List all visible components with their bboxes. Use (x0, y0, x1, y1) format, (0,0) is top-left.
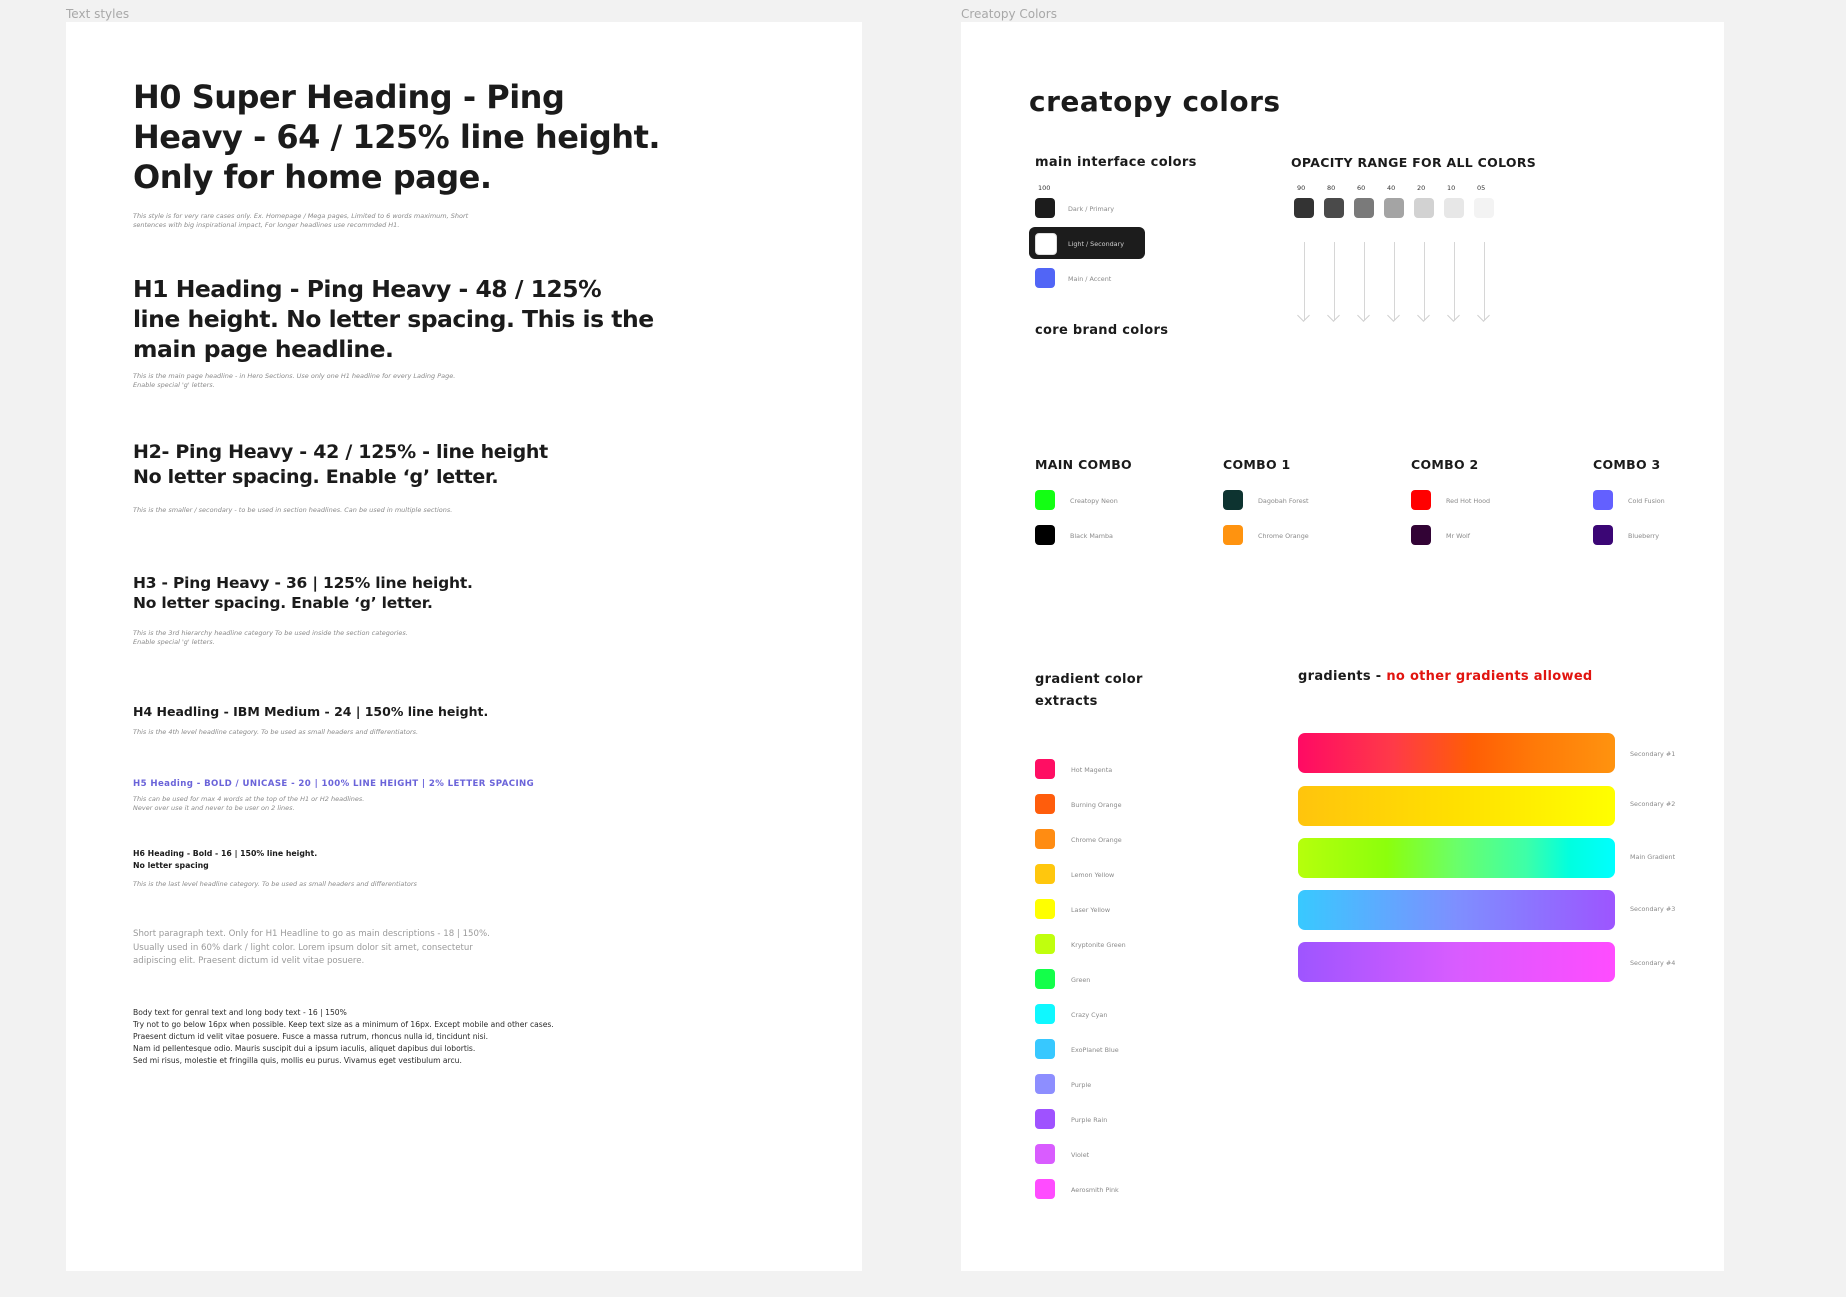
paragraph-line: adipiscing elit. Praesent dictum id velit vitae posuere. (133, 956, 365, 966)
extract-swatch (1035, 969, 1055, 989)
opacity-step-swatch (1444, 198, 1464, 218)
gradients-title (1298, 669, 1593, 684)
body-line: Nam id pellentesque odio. Mauris suscipit dui a ipsum iaculis, aliquet dapibus dui lobortis. (133, 1044, 476, 1053)
swatch-main-accent (1035, 268, 1055, 288)
h3-sample (133, 573, 693, 613)
gradients-title-text: gradients - (1298, 669, 1387, 684)
core-brand-title: core brand colors (1035, 323, 1169, 338)
extract-label: Purple Rain (1071, 1116, 1108, 1124)
arrow-down-icon (1418, 242, 1430, 320)
extract-label: Kryptonite Green (1071, 941, 1126, 949)
h2-line: H2- Ping Heavy - 42 / 125% - line height (133, 441, 548, 463)
h0-note (133, 212, 468, 230)
opacity-step-swatch (1414, 198, 1434, 218)
combo-color-swatch (1593, 490, 1613, 510)
gradient-extracts-title (1035, 669, 1143, 713)
extract-label: Purple (1071, 1081, 1092, 1089)
note-line: This is the smaller / secondary - to be used in section headlines. Can be used in multiple sections. (133, 506, 453, 514)
body-line: Sed mi risus, molestie et fringilla quis, mollis eu purus. Vivamus eget vestibulum arcu. (133, 1056, 462, 1065)
body-line: Try not to go below 16px when possible. Keep text size as a minimum of 16px. Except mobile and other cases. (133, 1020, 554, 1029)
opacity-step-swatch (1474, 198, 1494, 218)
colors-page-title: creatopy colors (1029, 85, 1281, 118)
extract-swatch (1035, 899, 1055, 919)
h0-sample (133, 77, 693, 197)
main-interface-title: main interface colors (1035, 155, 1197, 170)
combo-color-label: Cold Fusion (1628, 497, 1665, 505)
opacity-step-label: 60 (1357, 184, 1366, 192)
h5-line: H5 Heading - BOLD / UNICASE - 20 | 100% LINE HEIGHT | 2% LETTER SPACING (133, 779, 535, 789)
extract-label: Chrome Orange (1071, 836, 1122, 844)
h2-sample (133, 440, 693, 490)
combo-color-label: Mr Wolf (1446, 532, 1471, 540)
short-paragraph-sample (133, 928, 693, 969)
note-line: This is the 4th level headline category. To be used as small headers and differentiators. (133, 728, 419, 736)
h6-note (133, 880, 417, 889)
combo-color-swatch (1035, 490, 1055, 510)
note-line: sentences with big inspirational impact, For longer headlines use recommded H1. (133, 221, 400, 229)
extract-swatch (1035, 934, 1055, 954)
extract-swatch (1035, 864, 1055, 884)
combo-color-label: Red Hot Hood (1446, 497, 1491, 505)
frame-label-text-styles: Text styles (66, 7, 130, 21)
h0-line: H0 Super Heading - Ping (133, 78, 565, 116)
body-text-sample (133, 1007, 753, 1067)
combo-color-label: Black Mamba (1070, 532, 1113, 540)
h6-line: No letter spacing (133, 861, 209, 870)
extract-swatch (1035, 1074, 1055, 1094)
body-line: Praesent dictum id velit vitae posuere. Fusce a massa rutrum, rhoncus nulla id, tincidunt nisi. (133, 1032, 489, 1041)
extract-swatch (1035, 794, 1055, 814)
paragraph-line: Usually used in 60% dark / light color. Lorem ipsum dolor sit amet, consectetur (133, 942, 473, 953)
h3-line: H3 - Ping Heavy - 36 | 125% line height. (133, 574, 473, 592)
h3-note (133, 629, 408, 647)
combo-title: COMBO 3 (1593, 457, 1661, 472)
extract-label: Burning Orange (1071, 801, 1122, 809)
h0-line: Heavy - 64 / 125% line height. (133, 118, 661, 156)
gradient-bar (1298, 838, 1615, 878)
combo-title: MAIN COMBO (1035, 457, 1132, 472)
extract-label: Laser Yellow (1071, 906, 1111, 914)
combo-color-label: Chrome Orange (1258, 532, 1309, 540)
h6-sample (133, 848, 693, 872)
gradients-warning: no other gradients allowed (1386, 669, 1593, 684)
note-line: Enable special 'g' letters. (133, 381, 215, 389)
swatch-light-secondary (1035, 233, 1057, 255)
extract-swatch (1035, 1039, 1055, 1059)
h4-note (133, 728, 418, 737)
combo-color-label: Dagobah Forest (1258, 497, 1309, 505)
opacity-step-label: 80 (1327, 184, 1336, 192)
arrow-down-icon (1298, 242, 1310, 320)
h1-line: H1 Heading - Ping Heavy - 48 / 125% (133, 275, 602, 303)
note-line: Never over use it and never to be user on 2 lines. (133, 804, 295, 812)
combo-title: COMBO 2 (1411, 457, 1479, 472)
h4-sample (133, 703, 693, 721)
label-dark-primary: Dark / Primary (1068, 205, 1115, 213)
note-line: This is the main page headline - in Hero Sections. Use only one H1 headline for every Lading Page. (133, 372, 456, 380)
h6-line: H6 Heading - Bold - 16 | 150% line height. (133, 849, 318, 858)
gradient-label: Secondary #3 (1630, 905, 1676, 913)
extract-swatch (1035, 1179, 1055, 1199)
frame-label-creatopy-colors: Creatopy Colors (961, 7, 1057, 21)
combo-color-swatch (1223, 525, 1243, 545)
label-light-secondary: Light / Secondary (1068, 240, 1125, 248)
h1-line: line height. No letter spacing. This is the (133, 305, 654, 333)
h3-line: No letter spacing. Enable ‘g’ letter. (133, 594, 433, 612)
combo-color-swatch (1411, 490, 1431, 510)
h1-note (133, 372, 455, 390)
h1-sample (133, 274, 693, 364)
arrow-down-icon (1388, 242, 1400, 320)
text-styles-frame (66, 22, 862, 1271)
gradient-bar (1298, 786, 1615, 826)
arrow-down-icon (1358, 242, 1370, 320)
extract-swatch (1035, 1109, 1055, 1129)
extract-label: Hot Magenta (1071, 766, 1113, 774)
opacity-step-label: 05 (1477, 184, 1486, 192)
note-line: This is the last level headline category. To be used as small headers and differentiators (133, 880, 417, 888)
gradient-label: Secondary #2 (1630, 800, 1676, 808)
note-line: Enable special 'g' letters. (133, 638, 215, 646)
note-line: This is the 3rd hierarchy headline category To be used inside the section categories. (133, 629, 408, 637)
gradient-bar (1298, 733, 1615, 773)
combo-color-swatch (1035, 525, 1055, 545)
opacity-step-swatch (1324, 198, 1344, 218)
body-line: Body text for genral text and long body text - 16 | 150% (133, 1008, 347, 1017)
arrow-down-icon (1328, 242, 1340, 320)
gradient-label: Secondary #4 (1630, 959, 1676, 967)
h1-line: main page headline. (133, 335, 394, 363)
extract-label: Aerosmith Pink (1071, 1186, 1119, 1194)
gradient-label: Main Gradient (1630, 853, 1676, 861)
extract-swatch (1035, 1004, 1055, 1024)
combo-color-swatch (1411, 525, 1431, 545)
gradient-bar (1298, 890, 1615, 930)
extract-swatch (1035, 829, 1055, 849)
combo-color-swatch (1593, 525, 1613, 545)
h4-line: H4 Headling - IBM Medium - 24 | 150% line height. (133, 704, 489, 719)
opacity-range-title: OPACITY RANGE FOR ALL COLORS (1291, 155, 1537, 170)
note-line: This style is for very rare cases only. Ex. Homepage / Mega pages, Limited to 6 words maximum, Short (133, 212, 469, 220)
extract-swatch (1035, 759, 1055, 779)
extract-swatch (1035, 1144, 1055, 1164)
extract-label: Lemon Yellow (1071, 871, 1115, 879)
opacity-step-label: 20 (1417, 184, 1426, 192)
extract-label: Violet (1071, 1151, 1090, 1159)
note-line: This can be used for max 4 words at the top of the H1 or H2 headlines. (133, 795, 365, 803)
opacity-step-label: 10 (1447, 184, 1456, 192)
combo-color-label: Creatopy Neon (1070, 497, 1118, 505)
h5-note (133, 795, 364, 813)
title-line: extracts (1035, 694, 1098, 709)
h2-line: No letter spacing. Enable ‘g’ letter. (133, 466, 499, 488)
h5-sample (133, 778, 693, 790)
combo-title: COMBO 1 (1223, 457, 1291, 472)
combo-color-swatch (1223, 490, 1243, 510)
opacity-100-label: 100 (1038, 184, 1051, 192)
h0-line: Only for home page. (133, 158, 492, 196)
extract-label: Green (1071, 976, 1091, 984)
opacity-step-swatch (1294, 198, 1314, 218)
swatch-dark-primary (1035, 198, 1055, 218)
extract-label: Crazy Cyan (1071, 1011, 1108, 1019)
title-line: gradient color (1035, 672, 1143, 687)
gradient-bar (1298, 942, 1615, 982)
opacity-step-label: 90 (1297, 184, 1306, 192)
arrow-down-icon (1478, 242, 1490, 320)
label-main-accent: Main / Accent (1068, 275, 1112, 283)
opacity-step-swatch (1354, 198, 1374, 218)
arrow-down-icon (1448, 242, 1460, 320)
combo-color-label: Blueberry (1628, 532, 1660, 540)
gradient-label: Secondary #1 (1630, 750, 1676, 758)
extract-label: ExoPlanet Blue (1071, 1046, 1119, 1054)
h2-note (133, 506, 452, 515)
opacity-step-swatch (1384, 198, 1404, 218)
creatopy-colors-frame (961, 22, 1724, 1271)
paragraph-line: Short paragraph text. Only for H1 Headline to go as main descriptions - 18 | 150%. (133, 929, 490, 939)
opacity-step-label: 40 (1387, 184, 1396, 192)
